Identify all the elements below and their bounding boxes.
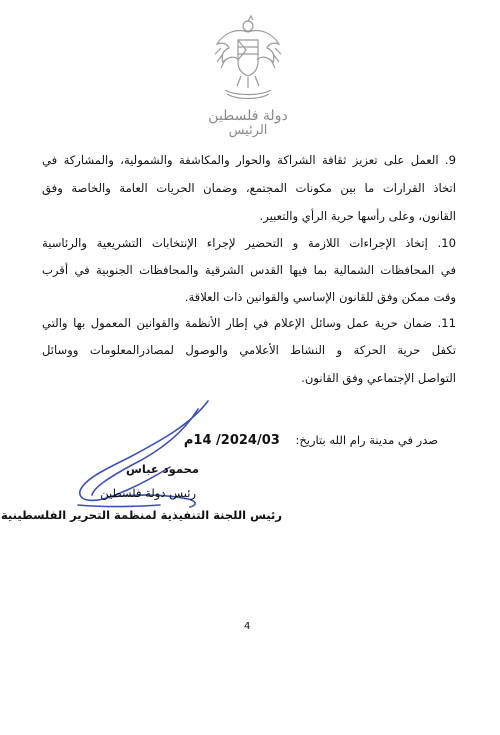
- item-9-line-1: 9. العمل على تعزيز ثقافة الشراكة والحوار والمكاشفة والشمولية، والمشاركة في: [42, 153, 456, 167]
- item-10-line-1: 10. إتخاذ الإجراءات اللازمة و التحضير لإجراء الإنتخابات التشريعية والرئاسية: [42, 236, 456, 250]
- issued-statement: [184, 433, 438, 448]
- item-11-line-3: التواصل الإجتماعي وفق القانون.: [301, 371, 456, 385]
- item-10-line-2: في المحافظات الشمالية بما فيها القدس الشرقية والمحافظات الجنوبية في أقرب: [42, 263, 456, 277]
- signatory-title-plo: رئيس اللجنة التنفيذية لمنظمة التحرير الفلسطينية: [0, 508, 282, 522]
- page-number: 4: [244, 621, 251, 632]
- item-10-line-3: وقت ممكن وفق للقانون الإساسي والقوانين ذات العلاقة.: [184, 290, 456, 304]
- item-9-line-2: اتخاذ القرارات ما بين مكونات المجتمع، وضمان الحريات العامة والخاصة وفق: [42, 181, 456, 195]
- signatory-title-president: رئيس دولة فلسطين: [100, 486, 196, 500]
- item-9-line-3: القانون، وعلى رأسها حرية الرأي والتعبير.: [259, 209, 456, 223]
- palestine-eagle-emblem-icon: [201, 10, 295, 106]
- issued-date: 2024/03/ 14م: [183, 433, 280, 448]
- header-president-title: الرئيس: [228, 123, 268, 138]
- handwritten-signature: [70, 395, 220, 520]
- issued-label: صدر في مدينة رام الله بتاريخ:: [295, 433, 438, 447]
- header-emblem: [201, 10, 295, 138]
- signatory-name: محمود عباس: [126, 462, 199, 476]
- item-11-line-1: 11. ضمان حرية عمل وسائل الإعلام في إطار الأنظمة والقوانين المعمول بها والتي: [42, 316, 456, 330]
- item-11-line-2: تكفل حرية الحركة و النشاط الأعلامي والوصول لمصادرالمعلومات ووسائل: [42, 343, 456, 357]
- header-state-name: دولة فلسطين: [208, 108, 288, 124]
